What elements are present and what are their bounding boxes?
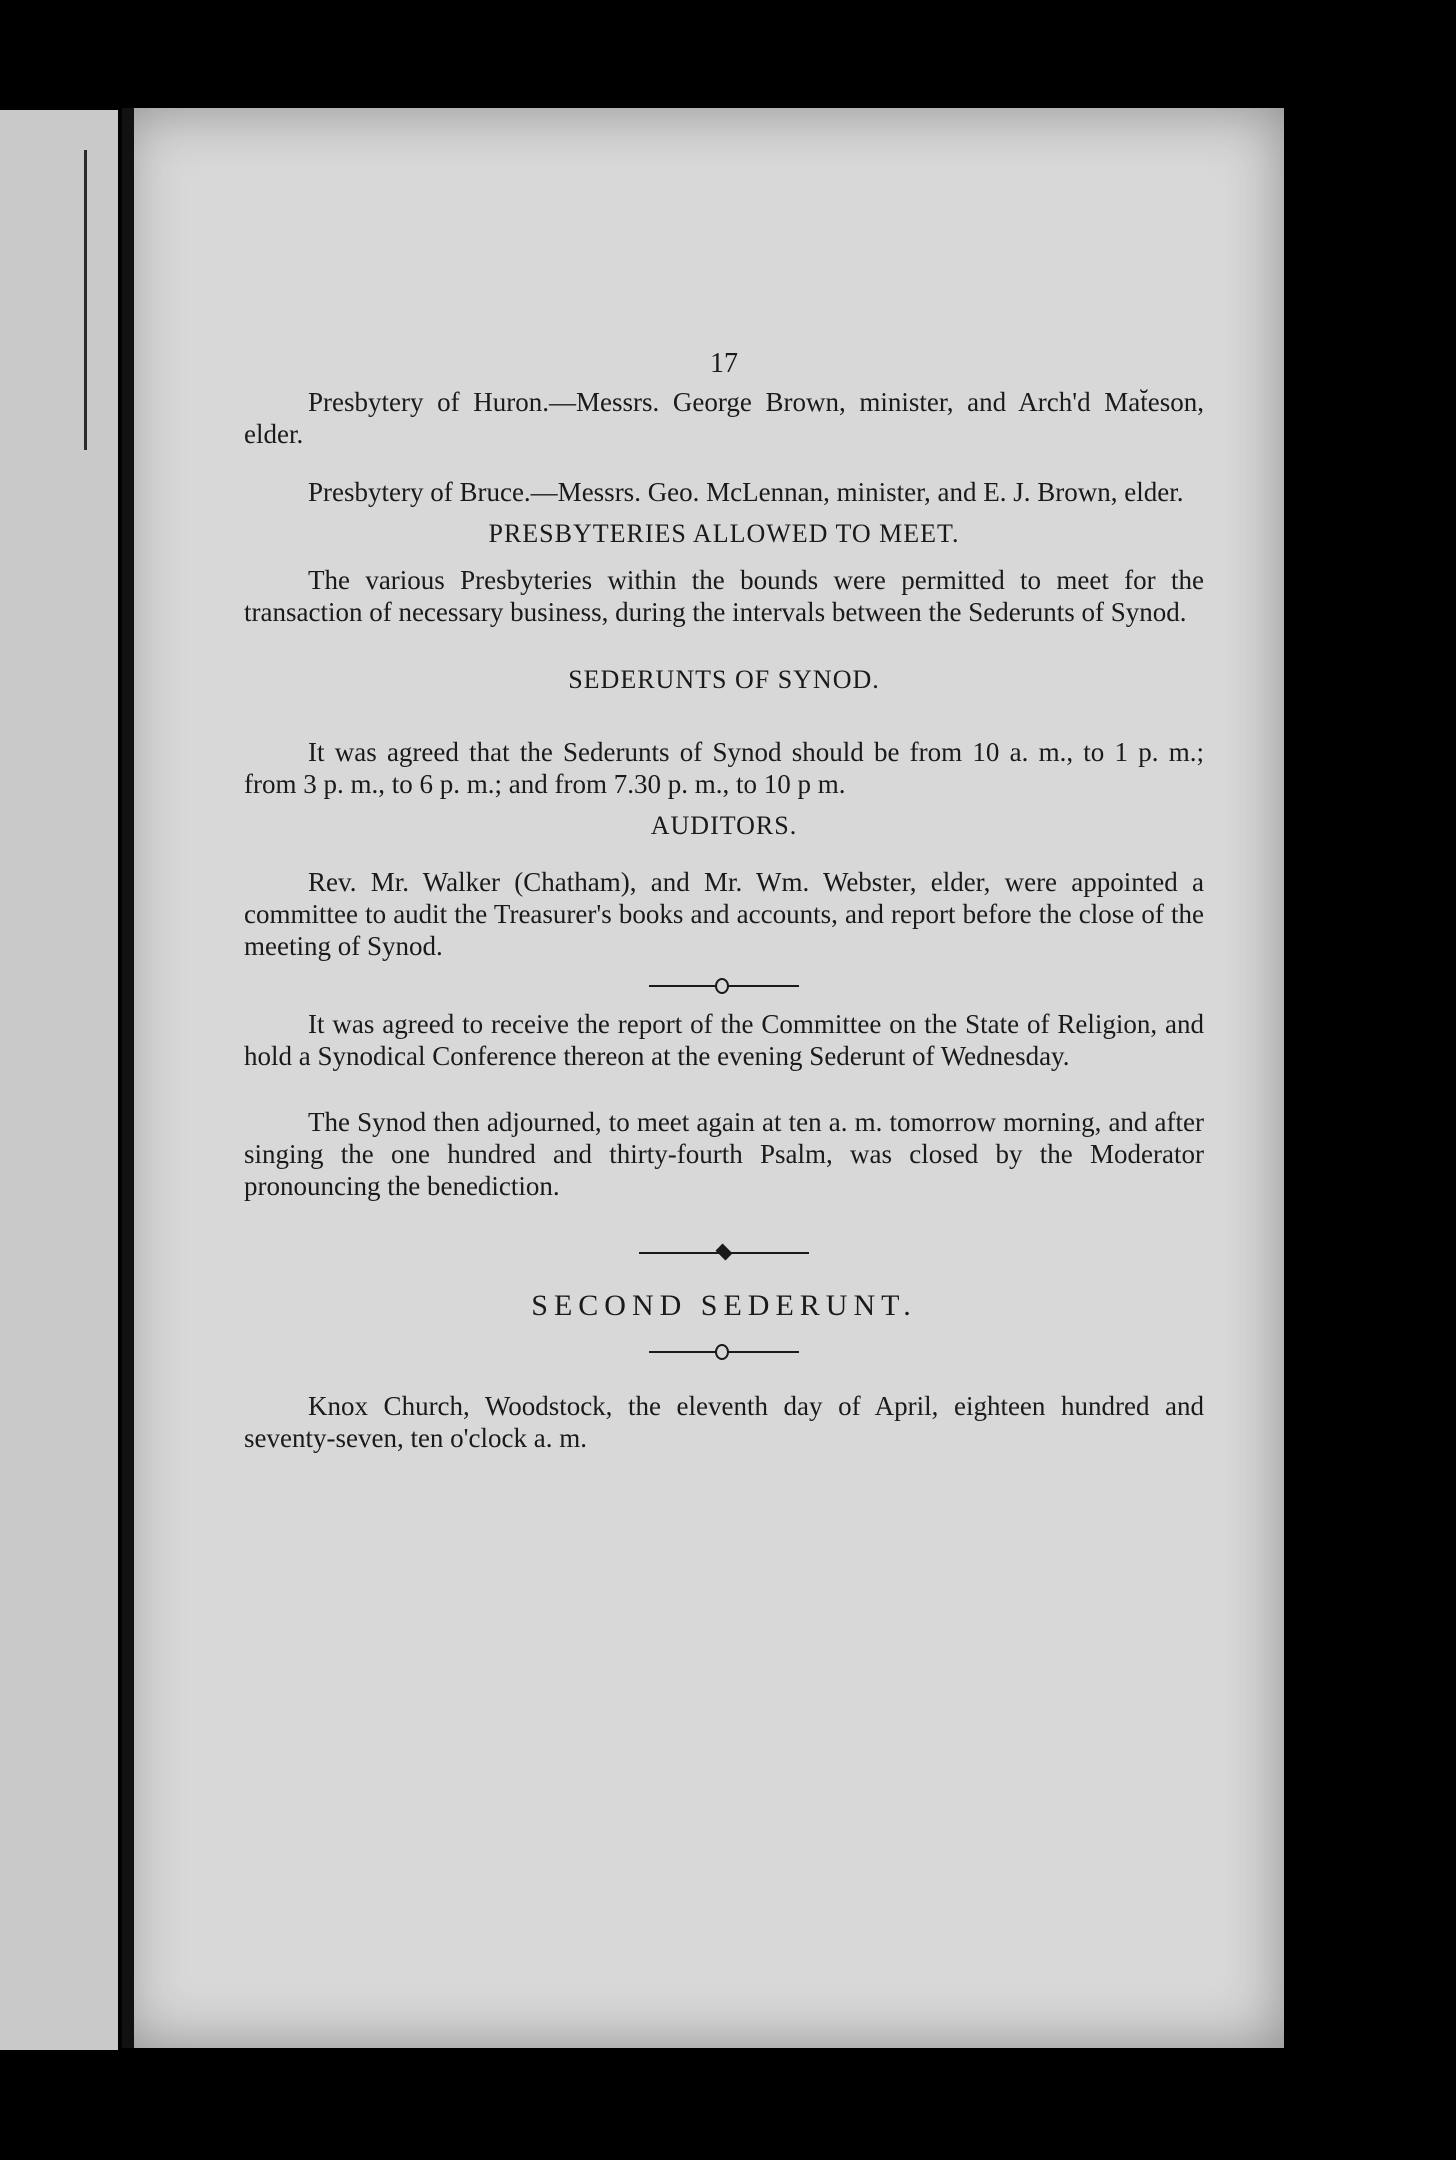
paragraph-knox: Knox Church, Woodstock, the eleventh day of April, eighteen hundred and seventy-seven, ten o'clock a. m.	[244, 1391, 1204, 1453]
page-number: 17	[710, 348, 738, 379]
previous-page-edge	[0, 110, 118, 2050]
page-gutter	[122, 108, 134, 2048]
heading-sederunts: SEDERUNTS OF SYNOD.	[568, 665, 880, 694]
section-rule	[649, 976, 799, 994]
heading-auditors: AUDITORS.	[650, 811, 798, 840]
paragraph-sederunts: It was agreed that the Sederunts of Synod should be from 10 a. m., to 1 p. m.; from 3 p. m., to 6 p. m.; and from 7.30 p. m., to 10 p m.	[244, 737, 1204, 799]
paragraph-bruce: Presbytery of Bruce.—Messrs. Geo. McLennan, minister, and E. J. Brown, elder.	[308, 477, 1184, 507]
section-rule-2	[649, 1342, 799, 1360]
paragraph-auditors: Rev. Mr. Walker (Chatham), and Mr. Wm. Webster, elder, were appointed a committee to audit the Treasurer's books and accounts, and report before the close of the meeting of Synod.	[244, 867, 1204, 961]
document-page	[122, 108, 1284, 2048]
heading-presbyteries: PRESBYTERIES ALLOWED TO MEET.	[488, 519, 960, 548]
paragraph-huron: Presbytery of Huron.—Messrs. George Brown, minister, and Arch'd Mat̆eson, elder.	[244, 387, 1204, 449]
page-content	[244, 348, 1204, 1454]
heading-second-sederunt: SECOND SEDERUNT.	[531, 1289, 917, 1322]
paragraph-religion: It was agreed to receive the report of the Committee on the State of Religion, and hold a Synodical Conference thereon at the evening Sederunt of Wednesday.	[244, 1009, 1204, 1071]
ornament-divider	[639, 1246, 809, 1260]
previous-page-mark	[84, 150, 87, 450]
paragraph-presbyteries: The various Presbyteries within the bounds were permitted to meet for the transaction of necessary business, during the intervals between the Sederunts of Synod.	[244, 565, 1204, 627]
paragraph-adjourn: The Synod then adjourned, to meet again at ten a. m. tomorrow morning, and after singing the one hundred and thirty-fourth Psalm, was closed by the Moderator pronouncing the benediction.	[244, 1107, 1204, 1201]
